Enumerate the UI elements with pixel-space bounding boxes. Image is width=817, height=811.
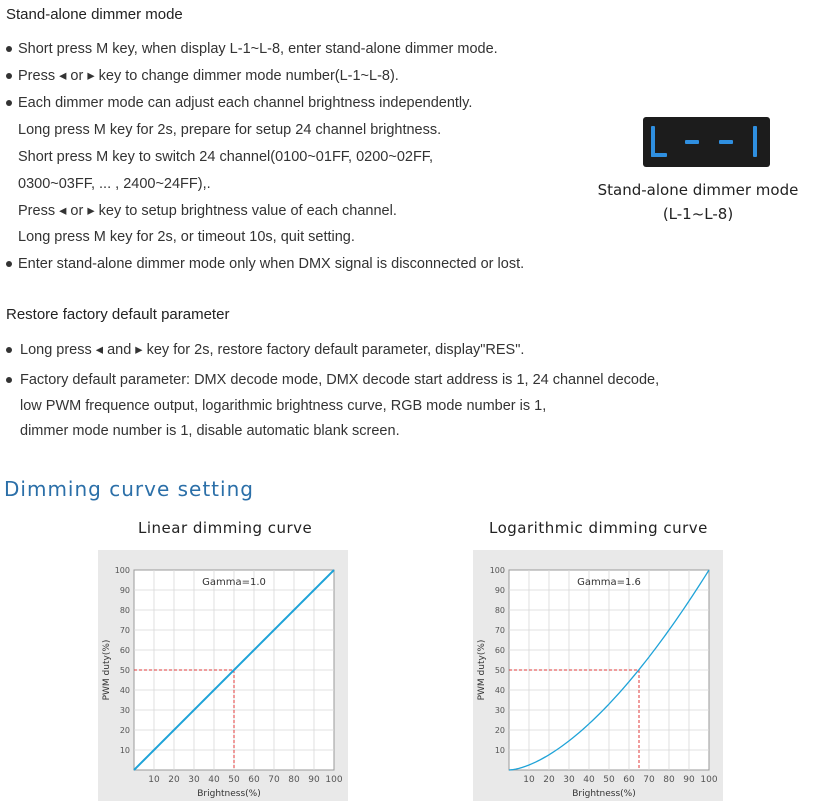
linear-x-tick-label: 80 xyxy=(288,775,300,785)
log-x-tick-label: 40 xyxy=(583,775,595,785)
linear-y-tick-label: 10 xyxy=(119,746,130,755)
log-x-tick-label: 80 xyxy=(663,775,675,785)
bullet-dot xyxy=(6,100,12,106)
section-title: Dimming curve setting xyxy=(4,477,254,501)
log-x-tick-label: 30 xyxy=(563,775,575,785)
log-x-tick-label: 60 xyxy=(623,775,635,785)
standalone-bullet-3: Each dimmer mode can adjust each channel brightness independently. xyxy=(18,95,473,111)
chart-title-log: Logarithmic dimming curve xyxy=(489,519,708,537)
bullet-dot xyxy=(6,377,12,383)
standalone-bullet-1: Short press M key, when display L-1~L-8, enter stand-alone dimmer mode. xyxy=(18,41,498,57)
linear-y-tick-label: 40 xyxy=(119,686,130,695)
linear-chart-svg xyxy=(98,550,348,801)
log-y-tick-label: 100 xyxy=(489,566,505,575)
standalone-bullet-2: Press ◂ or ▸ key to change dimmer mode number(L-1~L-8). xyxy=(18,68,399,84)
bullet-dot xyxy=(6,46,12,52)
linear-x-tick-label: 10 xyxy=(148,775,160,785)
linear-y-tick-label: 100 xyxy=(114,566,130,575)
log-y-tick-label: 20 xyxy=(494,726,505,735)
log-gamma-annotation: Gamma=1.6 xyxy=(577,577,641,588)
linear-x-tick-label: 70 xyxy=(268,775,280,785)
standalone-subline-1: Long press M key for 2s, prepare for setup 24 channel brightness. xyxy=(18,122,442,138)
linear-gamma-annotation: Gamma=1.0 xyxy=(202,577,266,588)
log-x-tick-label: 70 xyxy=(643,775,655,785)
log-y-axis-label: PWM duty(%) xyxy=(477,639,487,701)
linear-y-tick-label: 60 xyxy=(119,646,130,655)
restore-heading: Restore factory default parameter xyxy=(6,306,230,323)
linear-x-tick-label: 20 xyxy=(168,775,180,785)
log-x-tick-label: 50 xyxy=(603,775,615,785)
bullet-dot xyxy=(6,73,12,79)
standalone-subline-3: 0300~03FF, ... , 2400~24FF),. xyxy=(18,176,211,192)
standalone-subline-4: Press ◂ or ▸ key to setup brightness value of each channel. xyxy=(18,203,397,219)
standalone-subline-2: Short press M key to switch 24 channel(0100~01FF, 0200~02FF, xyxy=(18,149,434,165)
linear-y-tick-label: 70 xyxy=(119,626,130,635)
linear-y-tick-label: 80 xyxy=(119,606,130,615)
linear-x-tick-label: 60 xyxy=(248,775,260,785)
log-x-tick-label: 90 xyxy=(683,775,695,785)
linear-y-tick-label: 30 xyxy=(119,706,130,715)
standalone-heading: Stand-alone dimmer mode xyxy=(6,6,183,23)
linear-x-axis-label: Brightness(%) xyxy=(197,789,261,799)
lcd-segment xyxy=(651,153,667,157)
log-x-tick-label: 100 xyxy=(700,775,718,785)
linear-y-tick-label: 50 xyxy=(119,666,130,675)
standalone-subline-5: Long press M key for 2s, or timeout 10s, quit setting. xyxy=(18,229,355,245)
factory-line-2: low PWM frequence output, logarithmic brightness curve, RGB mode number is 1, xyxy=(20,398,547,414)
linear-y-tick-label: 20 xyxy=(119,726,130,735)
bullet-dot xyxy=(6,347,12,353)
log-x-tick-label: 10 xyxy=(523,775,535,785)
factory-line-3: dimmer mode number is 1, disable automatic blank screen. xyxy=(20,423,400,439)
log-x-tick-label: 20 xyxy=(543,775,555,785)
log-chart xyxy=(473,550,723,801)
log-y-tick-label: 70 xyxy=(494,626,505,635)
chart-title-linear: Linear dimming curve xyxy=(138,519,313,537)
bullet-dot xyxy=(6,261,12,267)
linear-y-axis-label: PWM duty(%) xyxy=(102,639,112,701)
log-chart-svg xyxy=(473,550,723,801)
log-y-tick-label: 40 xyxy=(494,686,505,695)
log-x-axis-label: Brightness(%) xyxy=(572,789,636,799)
linear-x-tick-label: 30 xyxy=(188,775,200,785)
linear-x-tick-label: 100 xyxy=(325,775,343,785)
linear-x-tick-label: 40 xyxy=(208,775,220,785)
log-y-tick-label: 10 xyxy=(494,746,505,755)
factory-line-1: Factory default parameter: DMX decode mode, DMX decode start address is 1, 24 channel decode, xyxy=(20,372,660,388)
display-caption: Stand-alone dimmer mode xyxy=(597,181,799,199)
lcd-segment xyxy=(685,140,699,144)
linear-y-tick-label: 90 xyxy=(119,586,130,595)
lcd-segment xyxy=(719,140,733,144)
log-y-tick-label: 90 xyxy=(494,586,505,595)
linear-chart xyxy=(98,550,348,801)
lcd-display xyxy=(643,117,770,167)
lcd-segment xyxy=(753,126,757,157)
log-y-tick-label: 60 xyxy=(494,646,505,655)
linear-x-tick-label: 50 xyxy=(228,775,240,785)
restore-bullet-1: Long press ◂ and ▸ key for 2s, restore factory default parameter, display"RES". xyxy=(20,342,525,358)
display-range: (L-1~L-8) xyxy=(662,205,734,223)
standalone-bullet-4: Enter stand-alone dimmer mode only when DMX signal is disconnected or lost. xyxy=(18,256,525,272)
log-y-tick-label: 80 xyxy=(494,606,505,615)
log-y-tick-label: 50 xyxy=(494,666,505,675)
linear-x-tick-label: 90 xyxy=(308,775,320,785)
log-y-tick-label: 30 xyxy=(494,706,505,715)
